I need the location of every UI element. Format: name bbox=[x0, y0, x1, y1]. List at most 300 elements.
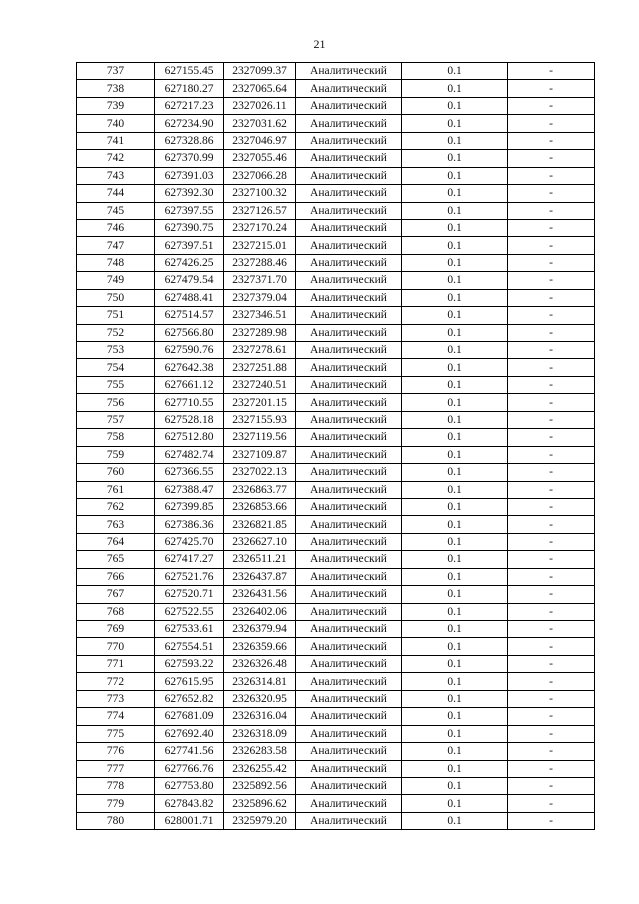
accuracy-cell: 0.1 bbox=[402, 324, 508, 341]
accuracy-cell: 0.1 bbox=[402, 673, 508, 690]
description-cell: - bbox=[508, 777, 595, 794]
y-coordinate-cell: 2327099.37 bbox=[224, 63, 296, 80]
description-cell: - bbox=[508, 167, 595, 184]
accuracy-cell: 0.1 bbox=[402, 63, 508, 80]
accuracy-cell: 0.1 bbox=[402, 603, 508, 620]
description-cell: - bbox=[508, 603, 595, 620]
point-number-cell: 756 bbox=[77, 394, 155, 411]
method-cell: Аналитический bbox=[296, 167, 402, 184]
point-number-cell: 774 bbox=[77, 708, 155, 725]
table-row bbox=[77, 167, 595, 184]
table-row bbox=[77, 795, 595, 812]
description-cell: - bbox=[508, 708, 595, 725]
accuracy-cell: 0.1 bbox=[402, 777, 508, 794]
description-cell: - bbox=[508, 237, 595, 254]
y-coordinate-cell: 2327278.61 bbox=[224, 342, 296, 359]
description-cell: - bbox=[508, 655, 595, 672]
method-cell: Аналитический bbox=[296, 97, 402, 114]
table-row bbox=[77, 586, 595, 603]
description-cell: - bbox=[508, 551, 595, 568]
x-coordinate-cell: 627388.47 bbox=[155, 481, 224, 498]
coordinates-table bbox=[76, 62, 595, 830]
accuracy-cell: 0.1 bbox=[402, 202, 508, 219]
method-cell: Аналитический bbox=[296, 376, 402, 393]
point-number-cell: 775 bbox=[77, 725, 155, 742]
description-cell: - bbox=[508, 812, 595, 829]
point-number-cell: 767 bbox=[77, 586, 155, 603]
y-coordinate-cell: 2327155.93 bbox=[224, 411, 296, 428]
y-coordinate-cell: 2326379.94 bbox=[224, 621, 296, 638]
x-coordinate-cell: 627386.36 bbox=[155, 516, 224, 533]
method-cell: Аналитический bbox=[296, 429, 402, 446]
x-coordinate-cell: 627593.22 bbox=[155, 655, 224, 672]
method-cell: Аналитический bbox=[296, 324, 402, 341]
accuracy-cell: 0.1 bbox=[402, 690, 508, 707]
y-coordinate-cell: 2326863.77 bbox=[224, 481, 296, 498]
y-coordinate-cell: 2326627.10 bbox=[224, 533, 296, 550]
table-row bbox=[77, 132, 595, 149]
point-number-cell: 769 bbox=[77, 621, 155, 638]
table-row bbox=[77, 655, 595, 672]
table-row bbox=[77, 185, 595, 202]
point-number-cell: 776 bbox=[77, 743, 155, 760]
table-row bbox=[77, 725, 595, 742]
y-coordinate-cell: 2327288.46 bbox=[224, 254, 296, 271]
x-coordinate-cell: 627652.82 bbox=[155, 690, 224, 707]
y-coordinate-cell: 2327346.51 bbox=[224, 307, 296, 324]
x-coordinate-cell: 627514.57 bbox=[155, 307, 224, 324]
accuracy-cell: 0.1 bbox=[402, 708, 508, 725]
x-coordinate-cell: 627520.71 bbox=[155, 586, 224, 603]
method-cell: Аналитический bbox=[296, 621, 402, 638]
point-number-cell: 749 bbox=[77, 272, 155, 289]
table-row bbox=[77, 533, 595, 550]
description-cell: - bbox=[508, 254, 595, 271]
y-coordinate-cell: 2326431.56 bbox=[224, 586, 296, 603]
y-coordinate-cell: 2325896.62 bbox=[224, 795, 296, 812]
y-coordinate-cell: 2327215.01 bbox=[224, 237, 296, 254]
point-number-cell: 751 bbox=[77, 307, 155, 324]
x-coordinate-cell: 627234.90 bbox=[155, 115, 224, 132]
description-cell: - bbox=[508, 185, 595, 202]
accuracy-cell: 0.1 bbox=[402, 743, 508, 760]
y-coordinate-cell: 2326326.48 bbox=[224, 655, 296, 672]
description-cell: - bbox=[508, 725, 595, 742]
table-row bbox=[77, 324, 595, 341]
accuracy-cell: 0.1 bbox=[402, 150, 508, 167]
y-coordinate-cell: 2327109.87 bbox=[224, 446, 296, 463]
point-number-cell: 737 bbox=[77, 63, 155, 80]
x-coordinate-cell: 627741.56 bbox=[155, 743, 224, 760]
y-coordinate-cell: 2327031.62 bbox=[224, 115, 296, 132]
table-row bbox=[77, 516, 595, 533]
table-row bbox=[77, 551, 595, 568]
point-number-cell: 765 bbox=[77, 551, 155, 568]
accuracy-cell: 0.1 bbox=[402, 132, 508, 149]
table-row bbox=[77, 673, 595, 690]
method-cell: Аналитический bbox=[296, 777, 402, 794]
y-coordinate-cell: 2327126.57 bbox=[224, 202, 296, 219]
point-number-cell: 759 bbox=[77, 446, 155, 463]
description-cell: - bbox=[508, 202, 595, 219]
point-number-cell: 766 bbox=[77, 568, 155, 585]
table-row bbox=[77, 202, 595, 219]
description-cell: - bbox=[508, 97, 595, 114]
accuracy-cell: 0.1 bbox=[402, 185, 508, 202]
accuracy-cell: 0.1 bbox=[402, 464, 508, 481]
description-cell: - bbox=[508, 219, 595, 236]
method-cell: Аналитический bbox=[296, 568, 402, 585]
description-cell: - bbox=[508, 150, 595, 167]
x-coordinate-cell: 627642.38 bbox=[155, 359, 224, 376]
accuracy-cell: 0.1 bbox=[402, 115, 508, 132]
method-cell: Аналитический bbox=[296, 586, 402, 603]
description-cell: - bbox=[508, 376, 595, 393]
y-coordinate-cell: 2326402.06 bbox=[224, 603, 296, 620]
method-cell: Аналитический bbox=[296, 307, 402, 324]
accuracy-cell: 0.1 bbox=[402, 586, 508, 603]
method-cell: Аналитический bbox=[296, 655, 402, 672]
x-coordinate-cell: 627710.55 bbox=[155, 394, 224, 411]
point-number-cell: 773 bbox=[77, 690, 155, 707]
y-coordinate-cell: 2326821.85 bbox=[224, 516, 296, 533]
x-coordinate-cell: 627566.80 bbox=[155, 324, 224, 341]
description-cell: - bbox=[508, 272, 595, 289]
point-number-cell: 779 bbox=[77, 795, 155, 812]
point-number-cell: 746 bbox=[77, 219, 155, 236]
accuracy-cell: 0.1 bbox=[402, 254, 508, 271]
table-row bbox=[77, 481, 595, 498]
y-coordinate-cell: 2326283.58 bbox=[224, 743, 296, 760]
x-coordinate-cell: 627390.75 bbox=[155, 219, 224, 236]
table-row bbox=[77, 376, 595, 393]
y-coordinate-cell: 2327240.51 bbox=[224, 376, 296, 393]
table-row bbox=[77, 63, 595, 80]
x-coordinate-cell: 627590.76 bbox=[155, 342, 224, 359]
point-number-cell: 758 bbox=[77, 429, 155, 446]
accuracy-cell: 0.1 bbox=[402, 812, 508, 829]
table-row bbox=[77, 394, 595, 411]
description-cell: - bbox=[508, 760, 595, 777]
method-cell: Аналитический bbox=[296, 80, 402, 97]
point-number-cell: 744 bbox=[77, 185, 155, 202]
y-coordinate-cell: 2327100.32 bbox=[224, 185, 296, 202]
table-row bbox=[77, 446, 595, 463]
x-coordinate-cell: 627512.80 bbox=[155, 429, 224, 446]
point-number-cell: 745 bbox=[77, 202, 155, 219]
y-coordinate-cell: 2327022.13 bbox=[224, 464, 296, 481]
accuracy-cell: 0.1 bbox=[402, 394, 508, 411]
description-cell: - bbox=[508, 498, 595, 515]
accuracy-cell: 0.1 bbox=[402, 621, 508, 638]
method-cell: Аналитический bbox=[296, 481, 402, 498]
method-cell: Аналитический bbox=[296, 516, 402, 533]
table-row bbox=[77, 115, 595, 132]
y-coordinate-cell: 2327065.64 bbox=[224, 80, 296, 97]
accuracy-cell: 0.1 bbox=[402, 237, 508, 254]
x-coordinate-cell: 627521.76 bbox=[155, 568, 224, 585]
y-coordinate-cell: 2325892.56 bbox=[224, 777, 296, 794]
y-coordinate-cell: 2327046.97 bbox=[224, 132, 296, 149]
method-cell: Аналитический bbox=[296, 464, 402, 481]
description-cell: - bbox=[508, 516, 595, 533]
point-number-cell: 763 bbox=[77, 516, 155, 533]
accuracy-cell: 0.1 bbox=[402, 411, 508, 428]
y-coordinate-cell: 2327379.04 bbox=[224, 289, 296, 306]
point-number-cell: 780 bbox=[77, 812, 155, 829]
description-cell: - bbox=[508, 795, 595, 812]
table-row bbox=[77, 359, 595, 376]
accuracy-cell: 0.1 bbox=[402, 272, 508, 289]
table-row bbox=[77, 603, 595, 620]
table-row bbox=[77, 708, 595, 725]
method-cell: Аналитический bbox=[296, 743, 402, 760]
point-number-cell: 740 bbox=[77, 115, 155, 132]
method-cell: Аналитический bbox=[296, 411, 402, 428]
method-cell: Аналитический bbox=[296, 795, 402, 812]
table-body bbox=[77, 63, 595, 830]
table-row bbox=[77, 498, 595, 515]
table-row bbox=[77, 743, 595, 760]
x-coordinate-cell: 627843.82 bbox=[155, 795, 224, 812]
x-coordinate-cell: 627397.51 bbox=[155, 237, 224, 254]
point-number-cell: 748 bbox=[77, 254, 155, 271]
point-number-cell: 762 bbox=[77, 498, 155, 515]
x-coordinate-cell: 627391.03 bbox=[155, 167, 224, 184]
method-cell: Аналитический bbox=[296, 394, 402, 411]
description-cell: - bbox=[508, 743, 595, 760]
description-cell: - bbox=[508, 533, 595, 550]
y-coordinate-cell: 2326255.42 bbox=[224, 760, 296, 777]
accuracy-cell: 0.1 bbox=[402, 289, 508, 306]
point-number-cell: 742 bbox=[77, 150, 155, 167]
description-cell: - bbox=[508, 481, 595, 498]
x-coordinate-cell: 627425.70 bbox=[155, 533, 224, 550]
method-cell: Аналитический bbox=[296, 551, 402, 568]
y-coordinate-cell: 2326318.09 bbox=[224, 725, 296, 742]
y-coordinate-cell: 2326314.81 bbox=[224, 673, 296, 690]
method-cell: Аналитический bbox=[296, 237, 402, 254]
y-coordinate-cell: 2327119.56 bbox=[224, 429, 296, 446]
point-number-cell: 738 bbox=[77, 80, 155, 97]
point-number-cell: 768 bbox=[77, 603, 155, 620]
point-number-cell: 777 bbox=[77, 760, 155, 777]
accuracy-cell: 0.1 bbox=[402, 638, 508, 655]
point-number-cell: 761 bbox=[77, 481, 155, 498]
x-coordinate-cell: 627528.18 bbox=[155, 411, 224, 428]
y-coordinate-cell: 2327066.28 bbox=[224, 167, 296, 184]
method-cell: Аналитический bbox=[296, 185, 402, 202]
table-row bbox=[77, 411, 595, 428]
y-coordinate-cell: 2327289.98 bbox=[224, 324, 296, 341]
accuracy-cell: 0.1 bbox=[402, 516, 508, 533]
accuracy-cell: 0.1 bbox=[402, 429, 508, 446]
description-cell: - bbox=[508, 307, 595, 324]
accuracy-cell: 0.1 bbox=[402, 342, 508, 359]
method-cell: Аналитический bbox=[296, 289, 402, 306]
x-coordinate-cell: 627217.23 bbox=[155, 97, 224, 114]
y-coordinate-cell: 2327251.88 bbox=[224, 359, 296, 376]
x-coordinate-cell: 628001.71 bbox=[155, 812, 224, 829]
method-cell: Аналитический bbox=[296, 63, 402, 80]
method-cell: Аналитический bbox=[296, 219, 402, 236]
table-row bbox=[77, 254, 595, 271]
method-cell: Аналитический bbox=[296, 150, 402, 167]
y-coordinate-cell: 2327201.15 bbox=[224, 394, 296, 411]
accuracy-cell: 0.1 bbox=[402, 80, 508, 97]
x-coordinate-cell: 627392.30 bbox=[155, 185, 224, 202]
x-coordinate-cell: 627426.25 bbox=[155, 254, 224, 271]
accuracy-cell: 0.1 bbox=[402, 481, 508, 498]
page-number: 21 bbox=[313, 37, 326, 51]
x-coordinate-cell: 627692.40 bbox=[155, 725, 224, 742]
x-coordinate-cell: 627753.80 bbox=[155, 777, 224, 794]
method-cell: Аналитический bbox=[296, 638, 402, 655]
point-number-cell: 764 bbox=[77, 533, 155, 550]
table-row bbox=[77, 97, 595, 114]
table-row bbox=[77, 777, 595, 794]
x-coordinate-cell: 627397.55 bbox=[155, 202, 224, 219]
method-cell: Аналитический bbox=[296, 359, 402, 376]
point-number-cell: 753 bbox=[77, 342, 155, 359]
description-cell: - bbox=[508, 132, 595, 149]
y-coordinate-cell: 2326437.87 bbox=[224, 568, 296, 585]
table-row bbox=[77, 80, 595, 97]
method-cell: Аналитический bbox=[296, 254, 402, 271]
y-coordinate-cell: 2325979.20 bbox=[224, 812, 296, 829]
point-number-cell: 772 bbox=[77, 673, 155, 690]
point-number-cell: 771 bbox=[77, 655, 155, 672]
y-coordinate-cell: 2327026.11 bbox=[224, 97, 296, 114]
point-number-cell: 743 bbox=[77, 167, 155, 184]
x-coordinate-cell: 627533.61 bbox=[155, 621, 224, 638]
x-coordinate-cell: 627479.54 bbox=[155, 272, 224, 289]
accuracy-cell: 0.1 bbox=[402, 167, 508, 184]
point-number-cell: 747 bbox=[77, 237, 155, 254]
point-number-cell: 752 bbox=[77, 324, 155, 341]
description-cell: - bbox=[508, 690, 595, 707]
table-row bbox=[77, 568, 595, 585]
method-cell: Аналитический bbox=[296, 115, 402, 132]
x-coordinate-cell: 627155.45 bbox=[155, 63, 224, 80]
table-row bbox=[77, 690, 595, 707]
accuracy-cell: 0.1 bbox=[402, 655, 508, 672]
point-number-cell: 757 bbox=[77, 411, 155, 428]
point-number-cell: 778 bbox=[77, 777, 155, 794]
y-coordinate-cell: 2326853.66 bbox=[224, 498, 296, 515]
table-row bbox=[77, 219, 595, 236]
accuracy-cell: 0.1 bbox=[402, 307, 508, 324]
x-coordinate-cell: 627482.74 bbox=[155, 446, 224, 463]
method-cell: Аналитический bbox=[296, 498, 402, 515]
y-coordinate-cell: 2326511.21 bbox=[224, 551, 296, 568]
x-coordinate-cell: 627681.09 bbox=[155, 708, 224, 725]
accuracy-cell: 0.1 bbox=[402, 446, 508, 463]
description-cell: - bbox=[508, 446, 595, 463]
y-coordinate-cell: 2327170.24 bbox=[224, 219, 296, 236]
method-cell: Аналитический bbox=[296, 708, 402, 725]
table-row bbox=[77, 621, 595, 638]
description-cell: - bbox=[508, 289, 595, 306]
x-coordinate-cell: 627766.76 bbox=[155, 760, 224, 777]
description-cell: - bbox=[508, 394, 595, 411]
method-cell: Аналитический bbox=[296, 132, 402, 149]
table-row bbox=[77, 307, 595, 324]
y-coordinate-cell: 2327371.70 bbox=[224, 272, 296, 289]
table-row bbox=[77, 237, 595, 254]
method-cell: Аналитический bbox=[296, 202, 402, 219]
description-cell: - bbox=[508, 63, 595, 80]
accuracy-cell: 0.1 bbox=[402, 533, 508, 550]
description-cell: - bbox=[508, 638, 595, 655]
table-row bbox=[77, 342, 595, 359]
accuracy-cell: 0.1 bbox=[402, 359, 508, 376]
x-coordinate-cell: 627180.27 bbox=[155, 80, 224, 97]
accuracy-cell: 0.1 bbox=[402, 568, 508, 585]
accuracy-cell: 0.1 bbox=[402, 551, 508, 568]
x-coordinate-cell: 627554.51 bbox=[155, 638, 224, 655]
y-coordinate-cell: 2326320.95 bbox=[224, 690, 296, 707]
x-coordinate-cell: 627488.41 bbox=[155, 289, 224, 306]
method-cell: Аналитический bbox=[296, 673, 402, 690]
table-row bbox=[77, 289, 595, 306]
x-coordinate-cell: 627522.55 bbox=[155, 603, 224, 620]
y-coordinate-cell: 2326316.04 bbox=[224, 708, 296, 725]
accuracy-cell: 0.1 bbox=[402, 795, 508, 812]
description-cell: - bbox=[508, 429, 595, 446]
point-number-cell: 750 bbox=[77, 289, 155, 306]
description-cell: - bbox=[508, 464, 595, 481]
description-cell: - bbox=[508, 411, 595, 428]
method-cell: Аналитический bbox=[296, 272, 402, 289]
point-number-cell: 760 bbox=[77, 464, 155, 481]
x-coordinate-cell: 627615.95 bbox=[155, 673, 224, 690]
accuracy-cell: 0.1 bbox=[402, 498, 508, 515]
method-cell: Аналитический bbox=[296, 342, 402, 359]
method-cell: Аналитический bbox=[296, 690, 402, 707]
point-number-cell: 770 bbox=[77, 638, 155, 655]
description-cell: - bbox=[508, 115, 595, 132]
table-row bbox=[77, 464, 595, 481]
accuracy-cell: 0.1 bbox=[402, 725, 508, 742]
accuracy-cell: 0.1 bbox=[402, 760, 508, 777]
description-cell: - bbox=[508, 673, 595, 690]
description-cell: - bbox=[508, 324, 595, 341]
point-number-cell: 754 bbox=[77, 359, 155, 376]
method-cell: Аналитический bbox=[296, 533, 402, 550]
table-row bbox=[77, 429, 595, 446]
point-number-cell: 755 bbox=[77, 376, 155, 393]
method-cell: Аналитический bbox=[296, 812, 402, 829]
description-cell: - bbox=[508, 621, 595, 638]
method-cell: Аналитический bbox=[296, 760, 402, 777]
x-coordinate-cell: 627399.85 bbox=[155, 498, 224, 515]
x-coordinate-cell: 627661.12 bbox=[155, 376, 224, 393]
description-cell: - bbox=[508, 342, 595, 359]
x-coordinate-cell: 627328.86 bbox=[155, 132, 224, 149]
x-coordinate-cell: 627370.99 bbox=[155, 150, 224, 167]
accuracy-cell: 0.1 bbox=[402, 97, 508, 114]
x-coordinate-cell: 627366.55 bbox=[155, 464, 224, 481]
y-coordinate-cell: 2327055.46 bbox=[224, 150, 296, 167]
point-number-cell: 741 bbox=[77, 132, 155, 149]
description-cell: - bbox=[508, 80, 595, 97]
accuracy-cell: 0.1 bbox=[402, 376, 508, 393]
description-cell: - bbox=[508, 586, 595, 603]
method-cell: Аналитический bbox=[296, 725, 402, 742]
method-cell: Аналитический bbox=[296, 603, 402, 620]
y-coordinate-cell: 2326359.66 bbox=[224, 638, 296, 655]
